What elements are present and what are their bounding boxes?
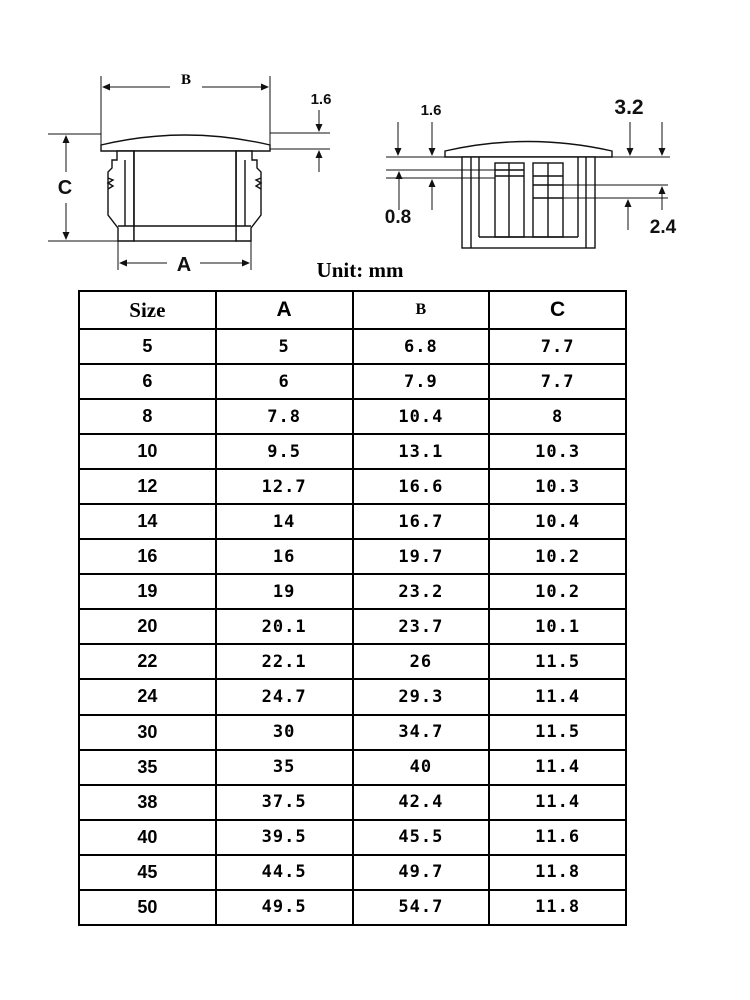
left-view <box>101 135 270 241</box>
plug-left-leg <box>108 151 134 241</box>
cell-b: 45.5 <box>353 820 490 855</box>
cell-b: 54.7 <box>353 890 490 925</box>
cell-size: 12 <box>79 469 216 504</box>
cell-a: 9.5 <box>216 434 353 469</box>
cell-a: 22.1 <box>216 644 353 679</box>
cell-c: 11.8 <box>489 890 626 925</box>
cell-size: 35 <box>79 750 216 785</box>
cell-b: 34.7 <box>353 715 490 750</box>
cell-size: 30 <box>79 715 216 750</box>
size-table <box>78 290 627 926</box>
header-size: Size <box>79 291 216 329</box>
cell-a: 6 <box>216 364 353 399</box>
cell-b: 26 <box>353 644 490 679</box>
cell-size: 45 <box>79 855 216 890</box>
cell-a: 16 <box>216 539 353 574</box>
cell-size: 22 <box>79 644 216 679</box>
cell-a: 44.5 <box>216 855 353 890</box>
cell-b: 23.7 <box>353 609 490 644</box>
cell-size: 50 <box>79 890 216 925</box>
cell-size: 14 <box>79 504 216 539</box>
table-body <box>79 329 626 925</box>
section-body <box>462 157 595 248</box>
cell-size: 16 <box>79 539 216 574</box>
cell-c: 11.8 <box>489 855 626 890</box>
table-header-row <box>79 291 626 329</box>
label-top-thickness: 1.6 <box>420 102 442 119</box>
table-row <box>79 644 626 679</box>
table-row <box>79 364 626 399</box>
table-row <box>79 329 626 364</box>
table-row <box>79 785 626 820</box>
cell-c: 10.3 <box>489 434 626 469</box>
cell-b: 10.4 <box>353 399 490 434</box>
cell-size: 40 <box>79 820 216 855</box>
cell-c: 7.7 <box>489 329 626 364</box>
cell-size: 5 <box>79 329 216 364</box>
cell-c: 10.2 <box>489 539 626 574</box>
cell-b: 23.2 <box>353 574 490 609</box>
table-row <box>79 609 626 644</box>
table-row <box>79 539 626 574</box>
cell-c: 10.2 <box>489 574 626 609</box>
cell-a: 49.5 <box>216 890 353 925</box>
cell-b: 16.7 <box>353 504 490 539</box>
table-row <box>79 890 626 925</box>
section-cap <box>445 142 612 158</box>
cell-size: 24 <box>79 679 216 714</box>
blank-patch <box>45 930 125 950</box>
cell-c: 10.3 <box>489 469 626 504</box>
cell-b: 7.9 <box>353 364 490 399</box>
table-row <box>79 820 626 855</box>
cell-b: 19.7 <box>353 539 490 574</box>
header-b: B <box>353 291 490 329</box>
cell-a: 12.7 <box>216 469 353 504</box>
cell-size: 8 <box>79 399 216 434</box>
plug-inner-body <box>134 151 236 241</box>
cell-c: 7.7 <box>489 364 626 399</box>
cell-a: 35 <box>216 750 353 785</box>
cell-c: 11.4 <box>489 785 626 820</box>
cell-c: 10.1 <box>489 609 626 644</box>
cell-b: 6.8 <box>353 329 490 364</box>
cell-c: 11.5 <box>489 644 626 679</box>
cell-c: 10.4 <box>489 504 626 539</box>
cell-b: 13.1 <box>353 434 490 469</box>
cell-a: 24.7 <box>216 679 353 714</box>
cell-b: 49.7 <box>353 855 490 890</box>
table-row <box>79 715 626 750</box>
cell-size: 6 <box>79 364 216 399</box>
cell-a: 19 <box>216 574 353 609</box>
plug-right-leg <box>236 151 261 241</box>
cell-size: 10 <box>79 434 216 469</box>
table-row <box>79 855 626 890</box>
cell-b: 40 <box>353 750 490 785</box>
cell-b: 29.3 <box>353 679 490 714</box>
label-a: A <box>176 254 192 276</box>
cell-a: 30 <box>216 715 353 750</box>
cell-c: 11.6 <box>489 820 626 855</box>
label-slot-depth: 2.4 <box>649 217 677 238</box>
header-a: A <box>216 291 353 329</box>
unit-label: Unit: mm <box>316 258 404 282</box>
cell-a: 14 <box>216 504 353 539</box>
cell-a: 20.1 <box>216 609 353 644</box>
label-slot-gap: 0.8 <box>384 207 412 228</box>
cell-b: 16.6 <box>353 469 490 504</box>
table-row <box>79 750 626 785</box>
cell-c: 8 <box>489 399 626 434</box>
cell-b: 42.4 <box>353 785 490 820</box>
cell-c: 11.4 <box>489 679 626 714</box>
cell-a: 5 <box>216 329 353 364</box>
label-c: C <box>57 177 73 199</box>
plug-cap <box>101 135 270 151</box>
cell-a: 39.5 <box>216 820 353 855</box>
cell-c: 11.5 <box>489 715 626 750</box>
table-row <box>79 679 626 714</box>
label-thickness-left: 1.6 <box>310 91 332 108</box>
cell-size: 38 <box>79 785 216 820</box>
table-row <box>79 399 626 434</box>
cell-size: 19 <box>79 574 216 609</box>
table-row <box>79 469 626 504</box>
cell-a: 7.8 <box>216 399 353 434</box>
dimension-drawing <box>0 0 750 290</box>
table-row <box>79 434 626 469</box>
label-height: 3.2 <box>614 96 644 119</box>
cell-a: 37.5 <box>216 785 353 820</box>
table-row <box>79 504 626 539</box>
label-b: B <box>180 72 192 88</box>
cell-size: 20 <box>79 609 216 644</box>
table-row <box>79 574 626 609</box>
header-c: C <box>489 291 626 329</box>
right-view <box>445 142 612 249</box>
cell-c: 11.4 <box>489 750 626 785</box>
